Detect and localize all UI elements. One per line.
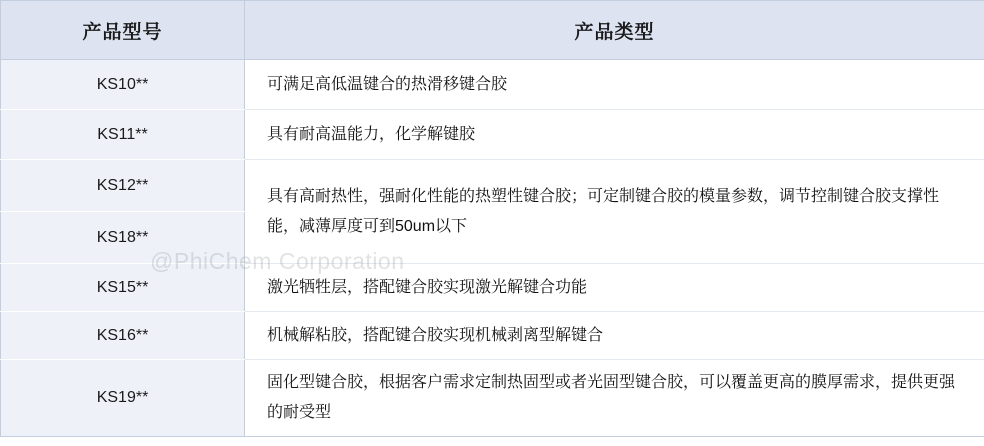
cell-type: 具有耐高温能力，化学解键胶 — [245, 110, 984, 160]
header-cell-model: 产品型号 — [1, 1, 245, 60]
table-row — [1, 160, 984, 212]
cell-type: 可满足高低温键合的热滑移键合胶 — [245, 60, 984, 110]
table-row — [1, 312, 984, 360]
cell-type: 固化型键合胶，根据客户需求定制热固型或者光固型键合胶，可以覆盖更高的膜厚需求，提供更强的耐受型 — [245, 360, 984, 437]
watermark-text: @PhiChem Corporation — [150, 248, 405, 274]
table-row — [1, 264, 984, 312]
table-row — [1, 110, 984, 160]
table-body — [1, 60, 984, 437]
cell-model: KS16** — [1, 312, 245, 360]
cell-model: KS19** — [1, 360, 245, 437]
cell-model: KS12** — [1, 160, 245, 212]
cell-type: 激光牺牲层，搭配键合胶实现激光解键合功能 — [245, 264, 984, 312]
cell-type: 机械解粘胶，搭配键合胶实现机械剥离型解键合 — [245, 312, 984, 360]
cell-model: KS11** — [1, 110, 245, 160]
table-header — [1, 1, 984, 60]
cell-model: KS10** — [1, 60, 245, 110]
cell-model: KS18** — [1, 212, 245, 264]
cell-type-merged: 具有高耐热性，强耐化性能的热塑性键合胶；可定制键合胶的模量参数，调节控制键合胶支撑性能，减薄厚度可到50um以下 — [245, 160, 984, 264]
header-row — [1, 1, 984, 60]
header-cell-type: 产品类型 — [245, 1, 984, 60]
table-row — [1, 360, 984, 437]
table-row — [1, 60, 984, 110]
cell-model: KS15** — [1, 264, 245, 312]
